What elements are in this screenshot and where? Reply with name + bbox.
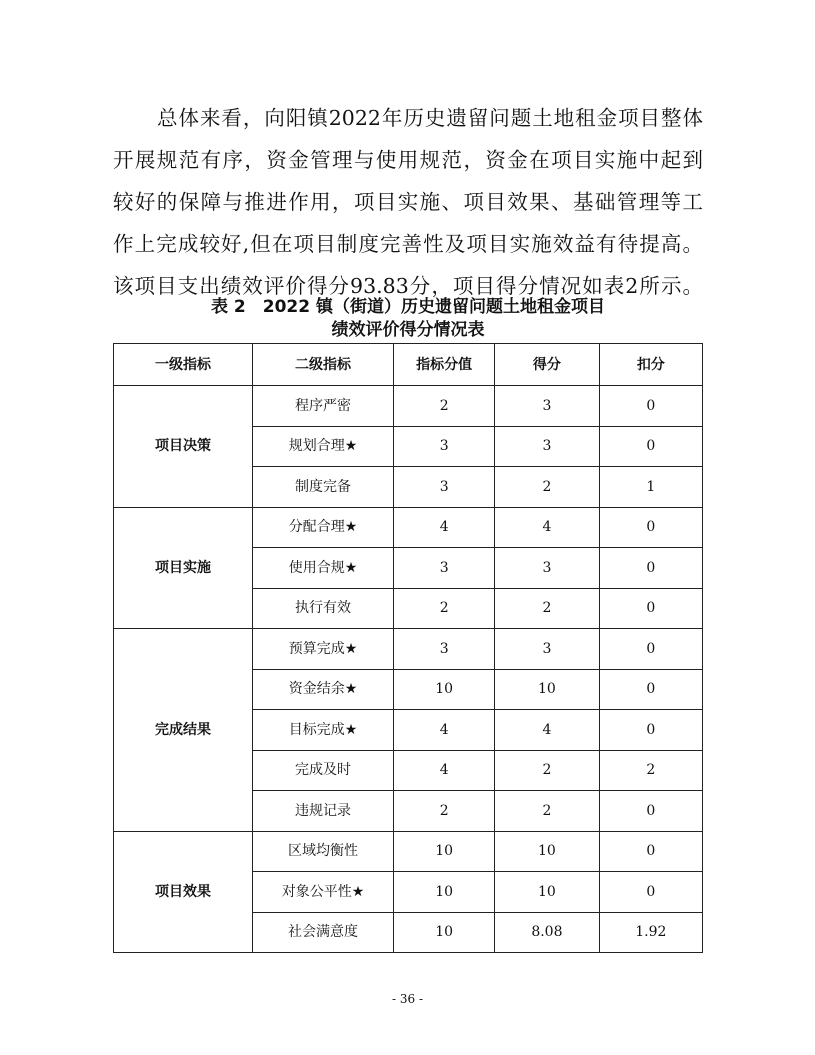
weight-cell: 3 <box>394 426 495 467</box>
category-cell: 项目决策 <box>114 386 253 508</box>
header-weight: 指标分值 <box>394 344 495 386</box>
weight-cell: 3 <box>394 467 495 508</box>
score-cell: 2 <box>495 791 599 832</box>
weight-cell: 3 <box>394 629 495 670</box>
weight-cell: 10 <box>394 912 495 953</box>
table-row <box>114 831 703 872</box>
weight-cell: 2 <box>394 791 495 832</box>
indicator-cell: 程序严密 <box>252 386 393 427</box>
indicator-cell: 完成及时 <box>252 750 393 791</box>
score-cell: 2 <box>495 588 599 629</box>
deduction-cell: 0 <box>599 831 702 872</box>
score-table <box>113 343 703 953</box>
score-cell: 10 <box>495 831 599 872</box>
weight-cell: 10 <box>394 669 495 710</box>
score-cell: 2 <box>495 750 599 791</box>
deduction-cell: 2 <box>599 750 702 791</box>
category-cell: 完成结果 <box>114 629 253 832</box>
deduction-cell: 1.92 <box>599 912 702 953</box>
table-row <box>114 507 703 548</box>
deduction-cell: 0 <box>599 791 702 832</box>
indicator-cell: 执行有效 <box>252 588 393 629</box>
weight-cell: 4 <box>394 710 495 751</box>
weight-cell: 2 <box>394 386 495 427</box>
body-paragraph <box>113 97 703 307</box>
deduction-cell: 0 <box>599 386 702 427</box>
deduction-cell: 0 <box>599 507 702 548</box>
score-cell: 2 <box>495 467 599 508</box>
header-level2: 二级指标 <box>252 344 393 386</box>
indicator-cell: 目标完成★ <box>252 710 393 751</box>
table-row <box>114 629 703 670</box>
table-title: 表 2 2022 镇（街道）历史遗留问题土地租金项目 <box>211 297 605 317</box>
paragraph-line: 作上完成较好,但在项目制度完善性及项目实施效益有待提高。 <box>113 232 703 256</box>
indicator-cell: 规划合理★ <box>252 426 393 467</box>
header-score: 得分 <box>495 344 599 386</box>
weight-cell: 3 <box>394 548 495 589</box>
score-cell: 10 <box>495 872 599 913</box>
score-cell: 3 <box>495 426 599 467</box>
score-cell: 4 <box>495 710 599 751</box>
deduction-cell: 0 <box>599 872 702 913</box>
deduction-cell: 0 <box>599 629 702 670</box>
score-cell: 3 <box>495 386 599 427</box>
score-cell: 3 <box>495 548 599 589</box>
paragraph-line: 开展规范有序，资金管理与使用规范，资金在项目实施中起到 <box>113 148 703 172</box>
indicator-cell: 预算完成★ <box>252 629 393 670</box>
category-cell: 项目实施 <box>114 507 253 629</box>
indicator-cell: 违规记录 <box>252 791 393 832</box>
paragraph-line: 该项目支出绩效评价得分93.83分，项目得分情况如表2所示。 <box>113 274 703 298</box>
paragraph-line: 较好的保障与推进作用，项目实施、项目效果、基础管理等工 <box>113 190 703 214</box>
weight-cell: 4 <box>394 750 495 791</box>
table-row <box>114 386 703 427</box>
score-cell: 10 <box>495 669 599 710</box>
indicator-cell: 社会满意度 <box>252 912 393 953</box>
weight-cell: 10 <box>394 831 495 872</box>
score-cell: 3 <box>495 629 599 670</box>
header-level1: 一级指标 <box>114 344 253 386</box>
table-subtitle: 绩效评价得分情况表 <box>331 320 485 340</box>
paragraph-line: 总体来看，向阳镇2022年历史遗留问题土地租金项目整体 <box>157 106 703 130</box>
weight-cell: 4 <box>394 507 495 548</box>
table-header-row <box>114 344 703 386</box>
indicator-cell: 对象公平性★ <box>252 872 393 913</box>
indicator-cell: 使用合规★ <box>252 548 393 589</box>
weight-cell: 2 <box>394 588 495 629</box>
indicator-cell: 区域均衡性 <box>252 831 393 872</box>
deduction-cell: 0 <box>599 588 702 629</box>
deduction-cell: 0 <box>599 710 702 751</box>
indicator-cell: 制度完备 <box>252 467 393 508</box>
score-cell: 8.08 <box>495 912 599 953</box>
header-deduction: 扣分 <box>599 344 702 386</box>
weight-cell: 10 <box>394 872 495 913</box>
score-cell: 4 <box>495 507 599 548</box>
indicator-cell: 分配合理★ <box>252 507 393 548</box>
page-number: - 36 - <box>391 992 423 1006</box>
deduction-cell: 0 <box>599 548 702 589</box>
category-cell: 项目效果 <box>114 831 253 953</box>
deduction-cell: 0 <box>599 669 702 710</box>
deduction-cell: 0 <box>599 426 702 467</box>
indicator-cell: 资金结余★ <box>252 669 393 710</box>
deduction-cell: 1 <box>599 467 702 508</box>
